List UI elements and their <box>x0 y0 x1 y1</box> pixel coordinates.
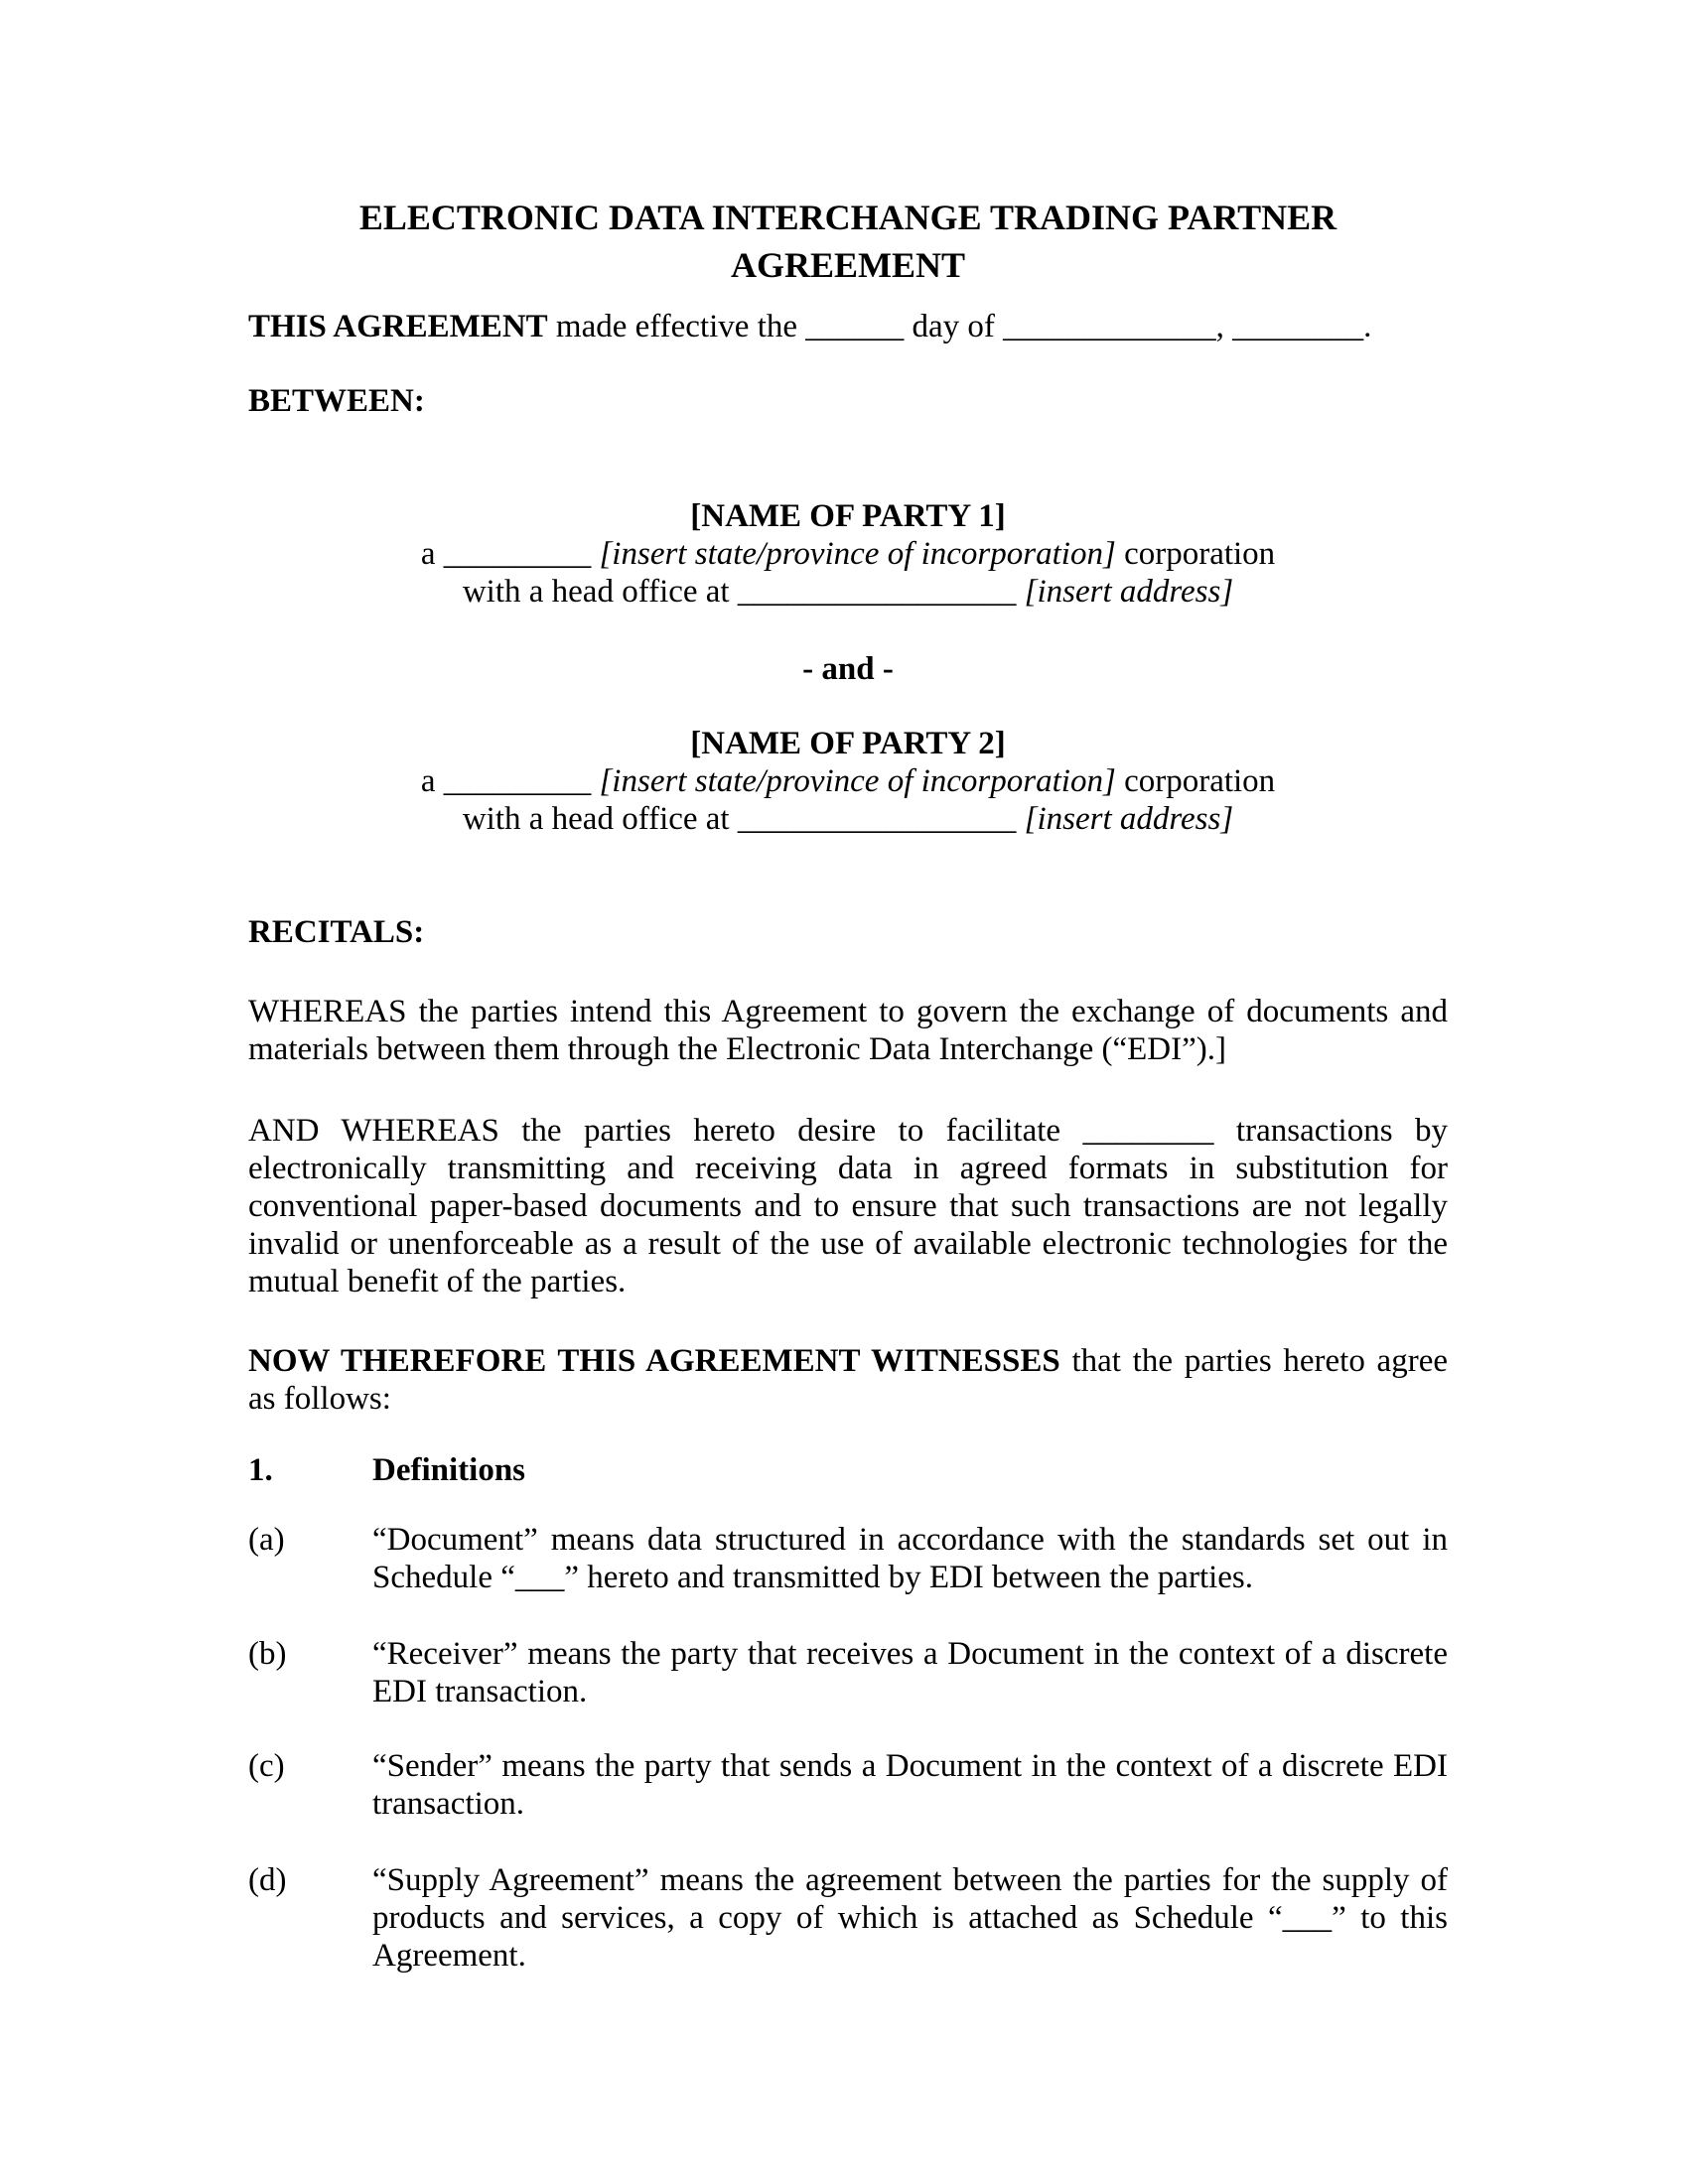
definition-item-b <box>248 1635 1448 1710</box>
document-title-line-1: ELECTRONIC DATA INTERCHANGE TRADING PARTNER <box>358 198 1337 237</box>
party1-incorporation-line <box>248 535 1448 573</box>
party2-office-line <box>248 800 1448 838</box>
definition-item-c <box>248 1747 1448 1823</box>
party1-block <box>248 497 1448 611</box>
definition-item-a-line-1: “Document” means data structured in accordance with the standards set out in <box>372 1522 1448 1558</box>
definition-item-a-line-2: Schedule “___” hereto and transmitted by EDI between the parties. <box>372 1560 1254 1595</box>
document-title-line-2: AGREEMENT <box>730 245 966 285</box>
definition-item-c-line-2: transaction. <box>372 1786 525 1822</box>
party1-office-pre: with a head office at _________________ <box>462 574 1025 610</box>
and-whereas-line-3: conventional paper-based documents and to ensure that such transactions are not legally <box>248 1188 1448 1224</box>
and-whereas-line-5: mutual benefit of the parties. <box>248 1264 627 1299</box>
and-whereas-line-4: invalid or unenforceable as a result of the use of available electronic technologies for the <box>248 1226 1448 1262</box>
party2-incorporation-pre: a _________ <box>420 763 600 799</box>
whereas-line-2: materials between them through the Electronic Data Interchange (“EDI”).] <box>248 1031 1226 1067</box>
and-whereas-line-2: electronically transmitting and receiving data in agreed formats in substitution for <box>248 1151 1448 1186</box>
effective-date-clause-lead: THIS AGREEMENT <box>248 309 548 344</box>
definitions-section-number: 1. <box>248 1452 273 1488</box>
now-therefore-paragraph <box>248 1342 1448 1418</box>
effective-date-clause-text: made effective the ______ day of _____________, ________. <box>547 309 1372 344</box>
definition-item-c-line-1: “Sender” means the party that sends a Document in the context of a discrete EDI <box>372 1748 1448 1784</box>
definition-item-c-label: (c) <box>248 1748 285 1784</box>
party2-office-pre: with a head office at _________________ <box>462 801 1025 837</box>
definition-item-a <box>248 1521 1448 1596</box>
whereas-paragraph <box>248 993 1448 1068</box>
now-therefore-text: that the parties hereto agree <box>1059 1343 1448 1379</box>
definitions-section-title: Definitions <box>372 1452 526 1488</box>
party1-office-line <box>248 573 1448 611</box>
now-therefore-line-2: as follows: <box>248 1381 391 1417</box>
party1-incorporation-pre: a _________ <box>420 536 600 572</box>
effective-date-clause <box>248 308 1448 345</box>
and-separator: - and - <box>802 651 894 687</box>
definition-item-d-label: (d) <box>248 1862 287 1898</box>
party2-block <box>248 725 1448 838</box>
party2-name: [NAME OF PARTY 2] <box>690 726 1006 761</box>
party1-office-placeholder: [insert address] <box>1024 574 1234 610</box>
document-title <box>248 194 1448 289</box>
recitals-heading: RECITALS: <box>248 914 425 950</box>
party2-office-placeholder: [insert address] <box>1024 801 1234 837</box>
definition-item-a-label: (a) <box>248 1522 285 1558</box>
and-whereas-line-1: AND WHEREAS the parties hereto desire to facilitate ________ transactions by <box>248 1113 1448 1149</box>
and-whereas-paragraph <box>248 1112 1448 1300</box>
party2-incorporation-post: corporation <box>1115 763 1276 799</box>
party1-incorporation-post: corporation <box>1115 536 1276 572</box>
definition-item-d-line-2: products and services, a copy of which is attached as Schedule “___” to this <box>372 1900 1448 1936</box>
definition-item-b-line-2: EDI transaction. <box>372 1674 588 1709</box>
now-therefore-line-1 <box>248 1342 1448 1380</box>
party2-incorporation-placeholder: [insert state/province of incorporation] <box>599 763 1116 799</box>
now-therefore-lead: NOW THEREFORE THIS AGREEMENT WITNESSES <box>248 1343 1060 1379</box>
definition-item-b-line-1: “Receiver” means the party that receives a Document in the context of a discrete <box>372 1636 1448 1672</box>
party1-incorporation-placeholder: [insert state/province of incorporation] <box>599 536 1116 572</box>
definition-item-b-label: (b) <box>248 1636 287 1672</box>
party1-name: [NAME OF PARTY 1] <box>690 498 1006 534</box>
definition-item-d <box>248 1861 1448 1975</box>
between-label: BETWEEN: <box>248 383 425 419</box>
definitions-section-heading <box>248 1451 1448 1489</box>
party2-incorporation-line <box>248 762 1448 800</box>
definition-item-d-line-3: Agreement. <box>372 1938 526 1974</box>
whereas-line-1: WHEREAS the parties intend this Agreement to govern the exchange of documents and <box>248 994 1448 1029</box>
definition-item-d-line-1: “Supply Agreement” means the agreement between the parties for the supply of <box>372 1862 1448 1898</box>
